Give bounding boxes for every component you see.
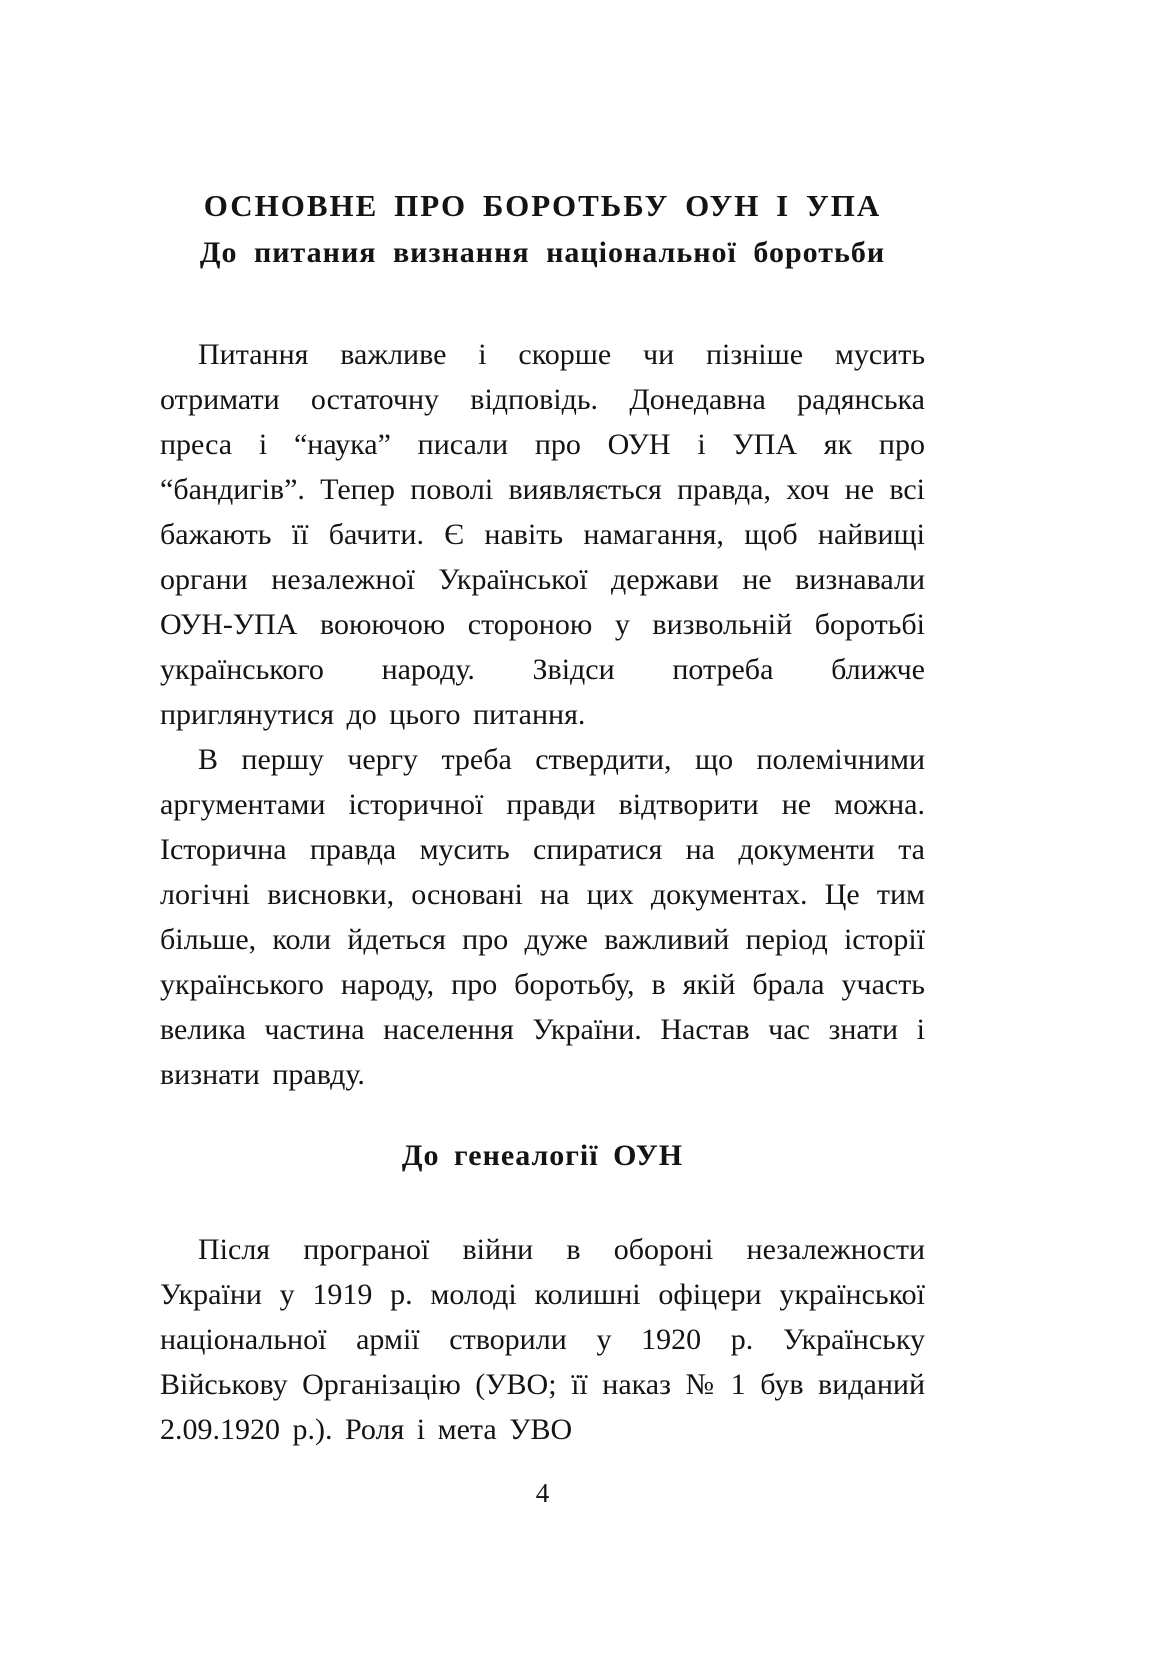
paragraph: Питання важливе і скорше чи пізніше мусить отримати остаточну відповідь. Донедавна радянська преса і “наука” писали про ОУН і УПА як про “бандигів”. Тепер поволі виявляється правда, хоч не всі бажають її бачити. Є навіть намагання, щоб найвищі органи незалежної Української держави не визнавали ОУН-УПА воюючою стороною у визвольній боротьбі українського народу. Звідси потреба ближче приглянутися до цього питання. — [160, 338, 925, 731]
page-title: ОСНОВНЕ ПРО БОРОТЬБУ ОУН І УПА — [203, 188, 882, 223]
page-subtitle: До питания визнання національної боротьби — [199, 236, 886, 269]
paragraph: В першу чергу треба ствердити, що полемічними аргументами історичної правди відтворити не можна. Історична правда мусить спиратися на документи та логічні висновки, основані на цих документах. Це тим більше, коли йдеться про дуже важливий період історії українського народу, про боротьбу, в якій брала участь велика частина населення України. Настав час знати і визнати правду. — [160, 743, 925, 1091]
body-text — [160, 332, 925, 1097]
section-body — [160, 1227, 925, 1452]
page-content — [160, 182, 925, 1452]
paragraph: Після програної війни в обороні незалежности України у 1919 р. молоді колишні офіцери української національної армії створили у 1920 р. Українську Військову Організацію (УВО; її наказ № 1 був виданий 2.09.1920 р.). Роля і мета УВО — [160, 1233, 925, 1446]
section-heading: До генеалогії ОУН — [401, 1139, 684, 1172]
page-number: 4 — [535, 1478, 550, 1508]
